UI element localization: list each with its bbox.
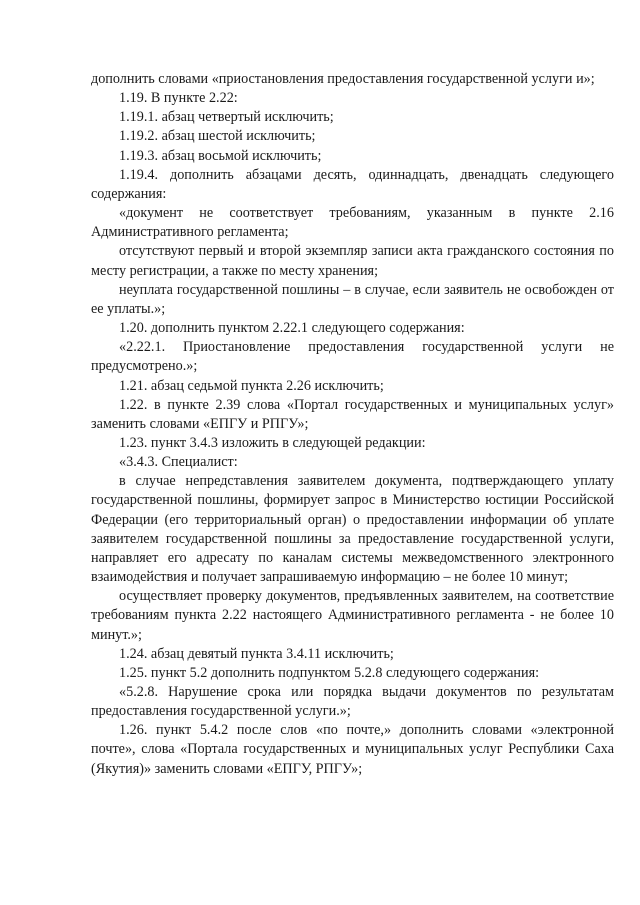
paragraph: «2.22.1. Приостановление предоставления государственной услуги не предусмотрено.»; xyxy=(91,339,614,375)
paragraph: 1.25. пункт 5.2 дополнить подпунктом 5.2.8 следующего содержания: xyxy=(119,664,540,681)
paragraph: 1.24. абзац девятый пункта 3.4.11 исключить; xyxy=(119,645,394,662)
paragraph: отсутствуют первый и второй экземпляр записи акта гражданского состояния по месту регистрации, а также по месту хранения; xyxy=(91,243,614,279)
paragraph: «3.4.3. Специалист: xyxy=(119,454,238,471)
paragraph: 1.19.3. абзац восьмой исключить; xyxy=(119,147,322,164)
document-body xyxy=(91,70,614,779)
paragraph: «5.2.8. Нарушение срока или порядка выдачи документов по результатам предоставления государственной услуги.»; xyxy=(91,684,614,720)
paragraph: «документ не соответствует требованиям, указанным в пункте 2.16 Административного регламента; xyxy=(91,205,614,241)
paragraph: неуплата государственной пошлины – в случае, если заявитель не освобожден от ее уплаты.»; xyxy=(91,281,614,317)
paragraph: 1.22. в пункте 2.39 слова «Портал государственных и муниципальных услуг» заменить словами «ЕПГУ и РПГУ»; xyxy=(91,396,614,432)
paragraph: 1.19.2. абзац шестой исключить; xyxy=(119,128,316,145)
paragraph: 1.21. абзац седьмой пункта 2.26 исключить; xyxy=(119,377,384,394)
paragraph: осуществляет проверку документов, предъявленных заявителем, на соответствие требованиям пункта 2.22 настоящего Административного регламента - не более 10 минут.»; xyxy=(91,588,614,643)
paragraph: 1.19. В пункте 2.22: xyxy=(119,90,238,107)
paragraph: дополнить словами «приостановления предоставления государственной услуги и»; xyxy=(91,71,595,87)
paragraph: 1.19.4. дополнить абзацами десять, одиннадцать, двенадцать следующего содержания: xyxy=(91,166,614,202)
paragraph: в случае непредставления заявителем документа, подтверждающего уплату государственной пошлины, формирует запрос в Министерство юстиции Российской Федерации (его территориальный орган) о предоставлении информации об уплате заявителем государственной пошлины за предоставление государственной услуги, направляет его адресату по каналам системы межведомственного электронного взаимодействия и получает запрашиваемую информацию – не более 10 минут; xyxy=(91,473,614,586)
paragraph: 1.20. дополнить пунктом 2.22.1 следующего содержания: xyxy=(119,320,465,337)
paragraph: 1.26. пункт 5.4.2 после слов «по почте,» дополнить словами «электронной почте», слова «Портала государственных и муниципальных услуг Республики Саха (Якутия)» заменить словами «ЕПГУ, РПГУ»; xyxy=(91,722,614,777)
paragraph: 1.23. пункт 3.4.3 изложить в следующей редакции: xyxy=(119,434,426,451)
paragraph: 1.19.1. абзац четвертый исключить; xyxy=(119,109,334,126)
